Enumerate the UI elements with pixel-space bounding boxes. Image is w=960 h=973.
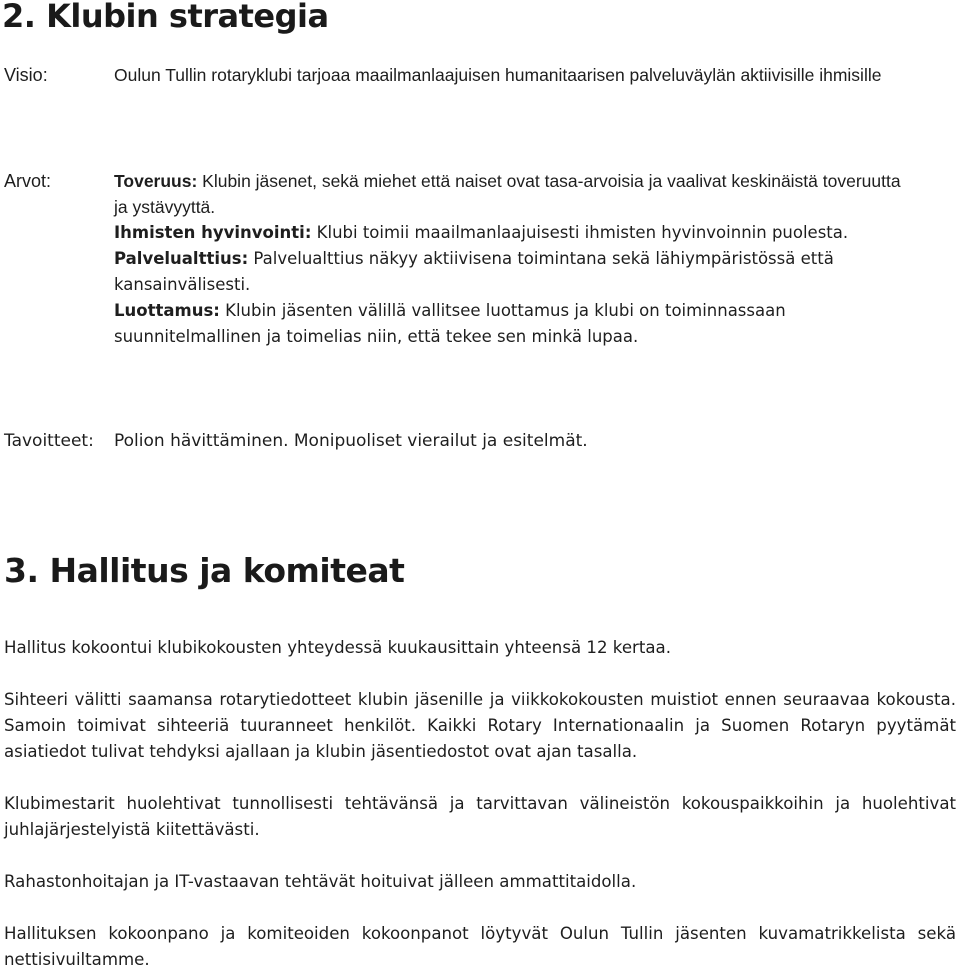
tavoitteet-text: Polion hävittäminen. Monipuoliset vierailut ja esitelmät. (114, 431, 588, 451)
visio-text: Oulun Tullin rotaryklubi tarjoaa maailmanlaajuisen humanitaarisen palveluväylän aktiivisille ihmisille (114, 65, 882, 85)
paragraph: Klubimestarit huolehtivat tunnollisesti tehtävänsä ja tarvittavan välineistön kokouspaikkoihin ja huolehtivat juhlajärjestelyistä kiitettävästi. (4, 793, 956, 839)
paragraph: Hallitus kokoontui klubikokousten yhteydessä kuukausittain yhteensä 12 kertaa. (4, 637, 671, 657)
arvot-description: Klubin jäsenten välillä vallitsee luottamus ja klubi on toiminnassaan suunnitelmallinen ja toimelias niin, että tekee sen minkä lupaa. (114, 301, 786, 346)
paragraph: Rahastonhoitajan ja IT-vastaavan tehtävät hoituivat jälleen ammattitaidolla. (4, 871, 637, 891)
arvot-description: Klubin jäsenet, sekä miehet että naiset ovat tasa-arvoisia ja vaalivat keskinäistä toveruutta ja ystävyyttä. (114, 171, 901, 217)
arvot-label: Arvot: (4, 171, 52, 191)
arvot-description: Klubi toimii maailmanlaajuisesti ihmisten hyvinvoinnin puolesta. (311, 223, 849, 242)
visio-label: Visio: (4, 65, 48, 85)
arvot-term: Luottamus: (114, 301, 220, 320)
arvot-list (114, 168, 914, 350)
tavoitteet-label: Tavoitteet: (4, 431, 94, 451)
arvot-term: Ihmisten hyvinvointi: (114, 223, 312, 242)
arvot-term: Palvelualttius: (114, 249, 249, 268)
arvot-item-palvelualttius (114, 246, 914, 298)
paragraph: Sihteeri välitti saamansa rotarytiedotteet klubin jäsenille ja viikkokokousten muistiot ennen seuraavaa kokousta. Samoin toimivat sihteeriä tuuranneet henkilöt. Kaikki Rotary Internationaalin ja Suomen Rotaryn pyytämät asiatiedot tulivat tehdyksi ajallaan ja klubin jäsentiedostot ovat ajan tasalla. (4, 689, 956, 761)
arvot-item-hyvinvointi (114, 220, 914, 246)
arvot-term: Toveruus: (114, 171, 198, 191)
section-2-heading: 2. Klubin strategia (2, 0, 329, 35)
arvot-item-luottamus (114, 298, 914, 350)
arvot-item-toveruus (114, 168, 914, 220)
paragraph: Hallituksen kokoonpano ja komiteoiden kokoonpanot löytyvät Oulun Tullin jäsenten kuvamatrikkelista sekä nettisivuiltamme. (4, 923, 956, 969)
section-3-heading: 3. Hallitus ja komiteat (4, 551, 405, 590)
arvot-description: Palvelualttius näkyy aktiivisena toimintana sekä lähiympäristössä että kansainvälisesti. (114, 249, 834, 294)
